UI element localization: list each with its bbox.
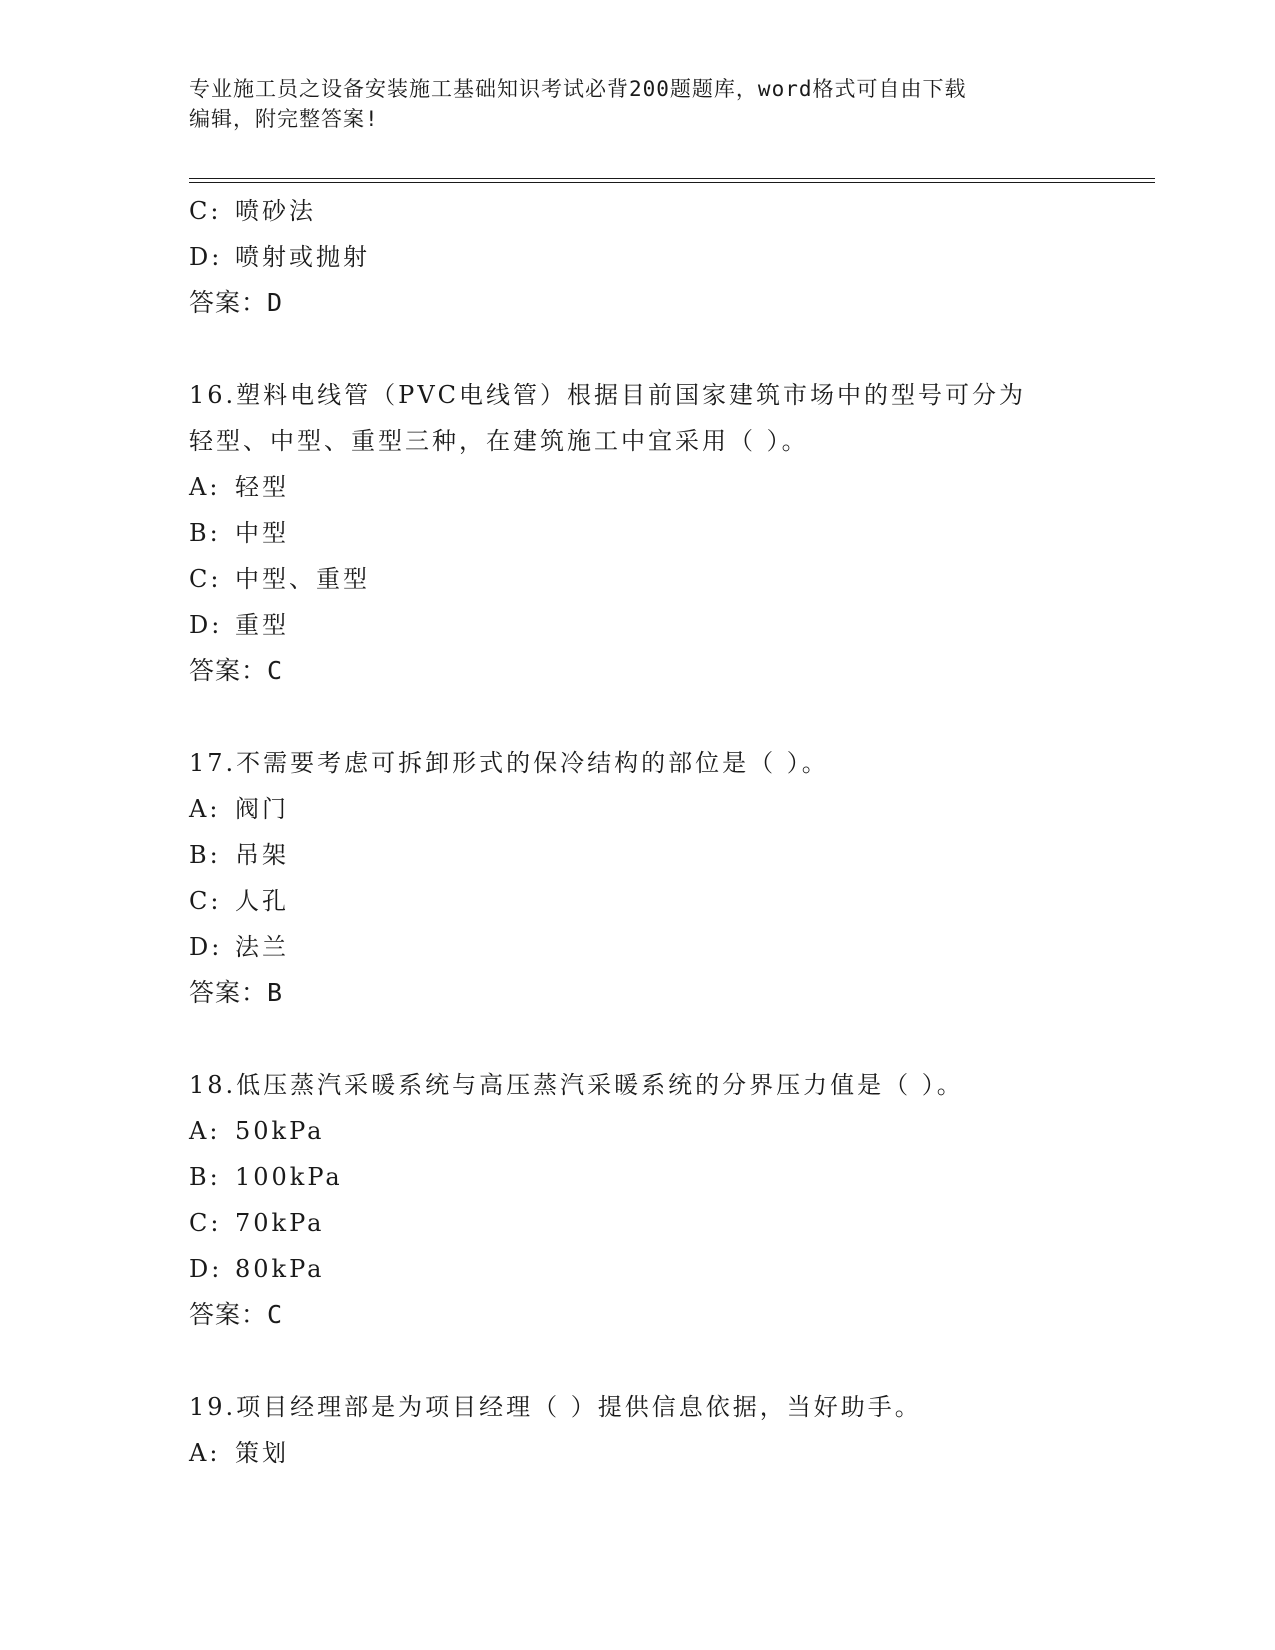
option-text: 策划 [235,1439,289,1467]
header-line-1: 专业施工员之设备安装施工基础知识考试必背200题题库，word格式可自由下载 [189,77,967,101]
document-header [189,74,1089,134]
option-text: 喷射或抛射 [235,243,370,271]
option-label: D: [189,243,223,271]
option-a [189,786,1149,832]
option-label: C: [189,565,222,593]
option-a [189,1108,1149,1154]
option-label: C: [189,887,222,915]
option-label: C: [189,197,222,225]
option-text: 中型 [235,519,289,547]
spacer [189,694,1149,740]
option-label: D: [189,611,223,639]
option-c [189,556,1149,602]
header-line-2: 编辑，附完整答案! [189,107,379,131]
option-text: 重型 [235,611,289,639]
question-stem: 17.不需要考虑可拆卸形式的保冷结构的部位是（ ）。 [189,749,829,777]
question-stem: 16.塑料电线管（PVC电线管）根据目前国家建筑市场中的型号可分为 [189,381,1027,409]
option-text: 吊架 [235,841,289,869]
answer-line: 答案：B [189,978,284,1007]
option-c [189,878,1149,924]
spacer [189,326,1149,372]
option-label: B: [189,1163,221,1191]
question-18 [189,1062,1149,1338]
option-c [189,188,1149,234]
question-list [189,188,1149,1476]
option-b [189,510,1149,556]
option-a [189,1430,1149,1476]
spacer [189,1338,1149,1384]
option-text: 法兰 [235,933,289,961]
header-divider-top [189,178,1155,179]
option-label: A: [189,1117,221,1145]
option-d [189,602,1149,648]
question-16 [189,372,1149,694]
option-label: C: [189,1209,222,1237]
option-d [189,1246,1149,1292]
option-label: D: [189,1255,223,1283]
answer-line: 答案：C [189,656,284,685]
question-stem: 19.项目经理部是为项目经理（ ）提供信息依据，当好助手。 [189,1393,922,1421]
option-label: D: [189,933,223,961]
option-label: B: [189,519,221,547]
spacer [189,1016,1149,1062]
header-divider-bottom [189,182,1155,183]
answer-line: 答案：C [189,1300,284,1329]
option-text: 100kPa [235,1163,343,1191]
answer-line: 答案：D [189,288,284,317]
question-17 [189,740,1149,1016]
option-label: A: [189,795,221,823]
option-text: 中型、重型 [235,565,370,593]
question-19 [189,1384,1149,1476]
option-text: 50kPa [235,1117,325,1145]
question-15-continued [189,188,1149,326]
option-text: 80kPa [235,1255,325,1283]
option-b [189,832,1149,878]
option-b [189,1154,1149,1200]
option-c [189,1200,1149,1246]
option-text: 喷砂法 [235,197,316,225]
option-d [189,924,1149,970]
question-stem: 轻型、中型、重型三种，在建筑施工中宜采用（ ）。 [189,427,809,455]
option-label: A: [189,473,221,501]
option-a [189,464,1149,510]
option-text: 70kPa [235,1209,325,1237]
question-stem: 18.低压蒸汽采暖系统与高压蒸汽采暖系统的分界压力值是（ ）。 [189,1071,964,1099]
option-label: B: [189,841,221,869]
option-label: A: [189,1439,221,1467]
option-d [189,234,1149,280]
option-text: 阀门 [235,795,289,823]
option-text: 轻型 [235,473,289,501]
option-text: 人孔 [235,887,289,915]
